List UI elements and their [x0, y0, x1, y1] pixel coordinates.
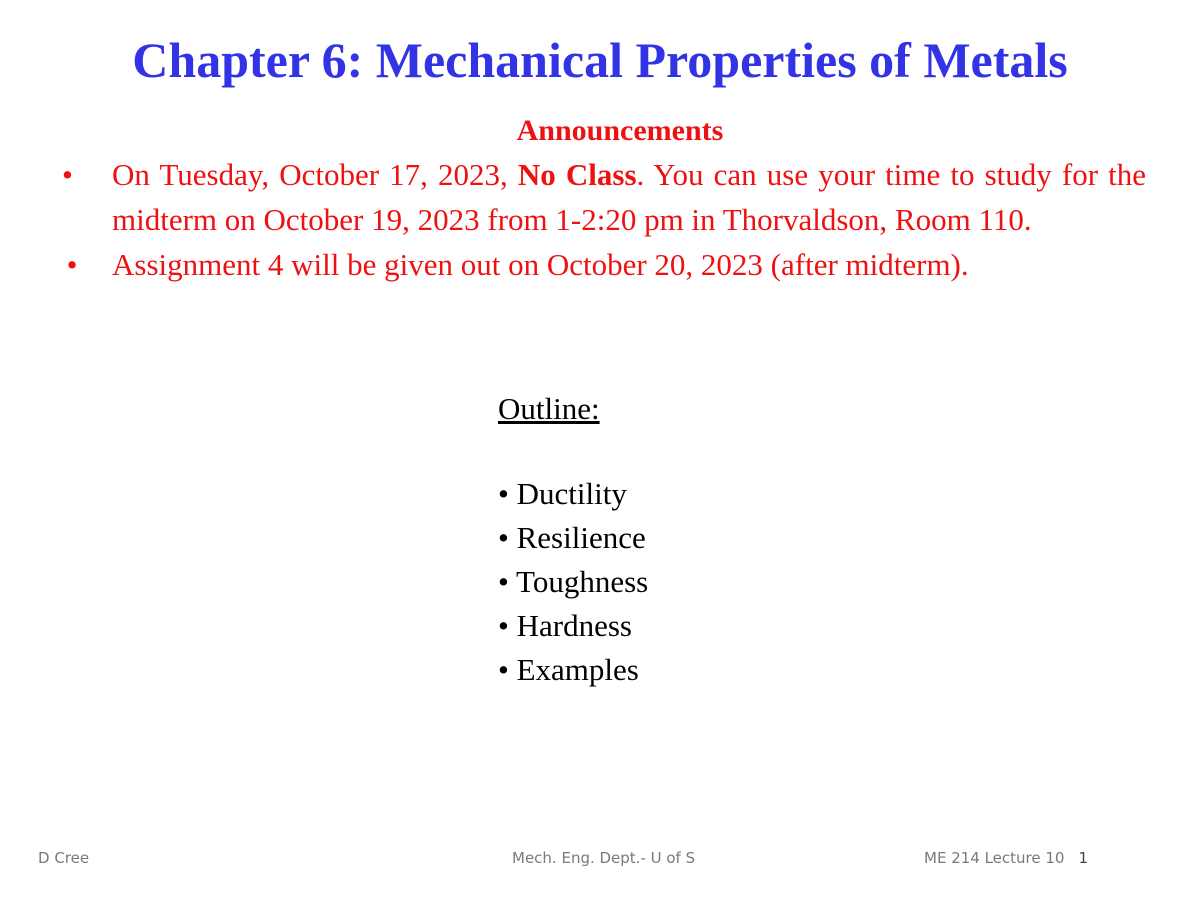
announcement-text-start: On Tuesday, October 17, 2023,	[112, 157, 518, 192]
outline-item: • Hardness	[498, 608, 632, 643]
slide-title: Chapter 6: Mechanical Properties of Metals	[132, 32, 1068, 88]
bullet-icon: •	[66, 247, 78, 282]
outline-item: • Ductility	[498, 476, 627, 511]
outline-item: • Resilience	[498, 520, 646, 555]
footer-author: D Cree	[38, 849, 90, 867]
outline-heading: Outline:	[498, 391, 600, 426]
announcement-item	[62, 152, 1146, 242]
announcement-text: Assignment 4 will be given out on October 20, 2023 (after midterm).	[112, 247, 969, 282]
outline-item: • Examples	[498, 652, 639, 687]
announcement-text-end: . You can use your time to study for the midterm on October 19, 2023 from 1-2:20 pm in Thorvaldson, Room 110.	[112, 157, 1147, 237]
footer-department: Mech. Eng. Dept.- U of S	[512, 849, 696, 867]
announcements-list	[62, 152, 1146, 287]
announcements-heading: Announcements	[516, 114, 724, 147]
outline-list	[498, 472, 648, 692]
footer-lecture: ME 214 Lecture 10	[924, 849, 1065, 867]
footer-lecture-info	[924, 846, 1088, 870]
outline-item: • Toughness	[498, 564, 649, 599]
bullet-icon: •	[62, 157, 73, 192]
footer-page-number: 1	[1078, 849, 1089, 867]
announcement-emphasis: No Class	[517, 157, 637, 192]
announcement-item	[62, 242, 1146, 287]
